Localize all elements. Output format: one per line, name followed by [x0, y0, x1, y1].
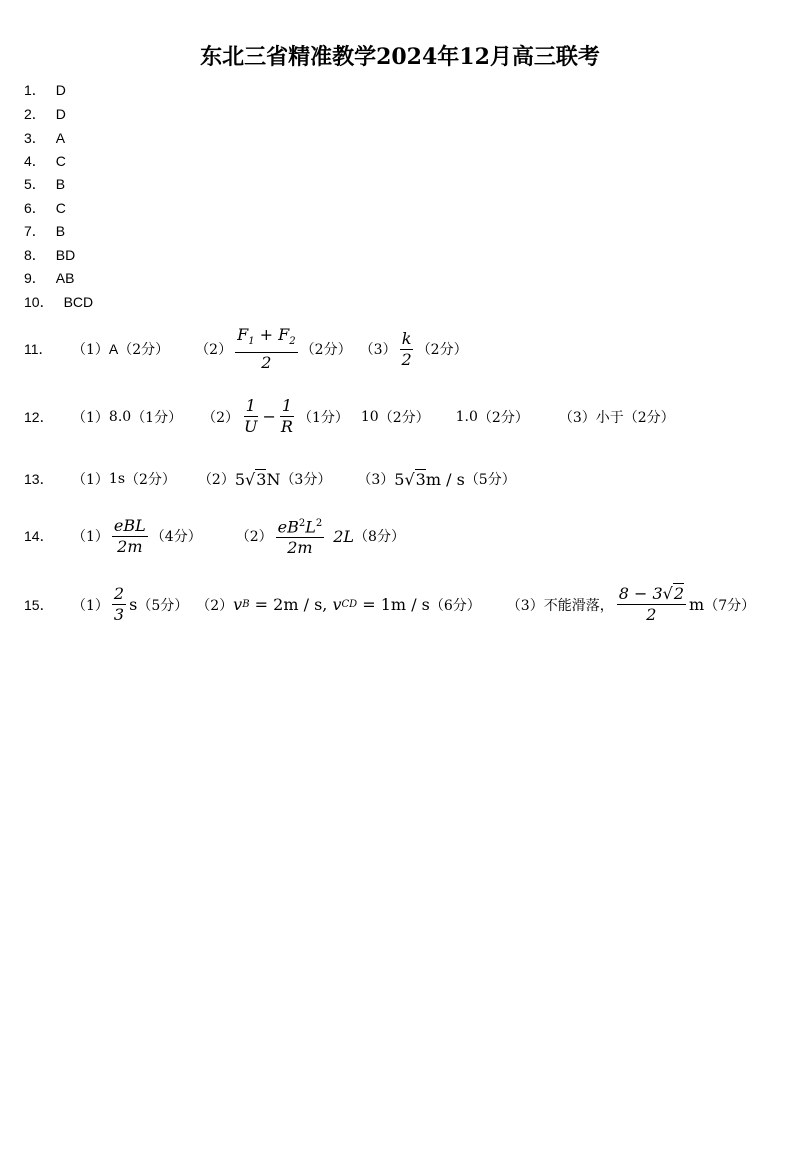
- question-12: [24, 397, 675, 436]
- part-answer: 小于: [595, 409, 624, 426]
- fraction: [112, 585, 126, 624]
- answer-item: [24, 82, 66, 98]
- answer-value: A: [55, 130, 66, 146]
- part-label: （3）: [359, 342, 397, 359]
- numerator-term: F: [278, 325, 290, 344]
- numerator-term: eB: [277, 517, 299, 537]
- part-score: （2分）: [477, 409, 529, 426]
- superscript: 2: [315, 518, 323, 529]
- superscript: 2: [298, 518, 306, 529]
- part-score: （5分）: [464, 472, 516, 488]
- subscript: CD: [341, 599, 358, 610]
- radicand: 2: [673, 584, 685, 603]
- part-label: （2）: [235, 529, 273, 546]
- part-label: （2）: [196, 597, 234, 614]
- unit: m / s: [425, 469, 465, 489]
- question-11: [24, 326, 468, 372]
- answer-num: 8．: [24, 247, 46, 263]
- answer-item: [24, 176, 65, 192]
- unit: s: [129, 595, 138, 614]
- fraction: $\frac{8 - 3√2}{2}$: [618, 584, 685, 624]
- answer-item: [24, 247, 75, 263]
- velocity-symbol: v: [332, 595, 342, 614]
- answer-item: [24, 106, 66, 122]
- part-answer: 10: [360, 408, 379, 425]
- part-score: （2分）: [118, 342, 170, 359]
- answer-item: [24, 270, 74, 286]
- subscript: 1: [248, 336, 255, 348]
- denominator: 2m: [287, 538, 313, 558]
- answer-value: C: [55, 200, 66, 216]
- part-label: （3）: [506, 597, 544, 614]
- coefficient: 5: [234, 469, 246, 489]
- radicand: 3: [415, 470, 426, 489]
- denominator: 2: [646, 605, 657, 624]
- part-score: （8分）: [354, 529, 405, 546]
- answer-value: BD: [55, 247, 76, 263]
- unit: N: [266, 469, 281, 489]
- part-score: （1分）: [131, 409, 183, 426]
- answer-value: B: [55, 223, 66, 239]
- part-answer: 不能滑落，: [543, 597, 614, 614]
- part-label: （2）: [195, 342, 233, 359]
- part-score: （3分）: [280, 472, 332, 488]
- denominator: U: [244, 417, 258, 436]
- minus-sign: −: [262, 407, 276, 426]
- answer-value: AB: [55, 270, 75, 286]
- part-score: （2分）: [416, 342, 468, 359]
- part-score: （4分）: [150, 529, 202, 546]
- question-num: 14．: [24, 528, 54, 545]
- subscript: B: [242, 599, 250, 610]
- fraction: [242, 397, 259, 436]
- question-num: 12．: [24, 408, 54, 425]
- answer-value: D: [55, 82, 66, 98]
- part-score: （6分）: [429, 597, 481, 614]
- question-num: 15．: [24, 596, 54, 613]
- part-answer: 2L: [333, 526, 355, 546]
- numerator: 1: [245, 396, 256, 415]
- part-label: （3）: [357, 472, 395, 488]
- numerator: k: [401, 328, 412, 348]
- answer-item: [24, 200, 66, 216]
- denominator: 2m: [117, 536, 143, 556]
- answer-item: [24, 153, 66, 169]
- question-15: [24, 585, 755, 624]
- answer-num: 4．: [24, 153, 46, 169]
- answer-item: [24, 130, 65, 146]
- part-label: （2）: [202, 409, 240, 426]
- numerator: eBL: [113, 515, 146, 535]
- part-score: （7分）: [704, 597, 756, 614]
- denominator: 2: [261, 353, 272, 373]
- part-answer: A: [108, 341, 119, 358]
- question-13: 13． （1） 1s （2分） （2） 5 √ 3 N （3分） （3） 5 √ 3 m / s （5分）: [24, 469, 516, 489]
- part-score: （1分）: [297, 409, 349, 426]
- part-label: （1）: [72, 472, 109, 488]
- part-label: （1）: [72, 409, 109, 426]
- part-label: （3）: [558, 409, 596, 426]
- part-answer: 1.0: [455, 408, 478, 425]
- radicand: 3: [256, 470, 267, 489]
- question-14: [24, 515, 405, 557]
- part-score: （2分）: [623, 409, 675, 426]
- fraction: [400, 330, 414, 369]
- part-label: （1）: [72, 597, 109, 614]
- part-label: （1）: [72, 342, 109, 359]
- equation-text: = 2m / s,: [249, 595, 333, 614]
- part-label: （2）: [197, 472, 235, 488]
- part-score: （2分）: [300, 342, 352, 359]
- denominator: 3: [113, 605, 125, 624]
- coefficient: 5: [394, 469, 405, 489]
- answer-num: 3．: [24, 130, 46, 146]
- answer-num: 10．: [24, 294, 54, 310]
- numerator-term: F: [237, 325, 249, 344]
- answer-num: 9．: [24, 270, 46, 286]
- numerator: 2: [113, 584, 125, 603]
- fraction: [112, 517, 148, 556]
- answer-num: 7．: [24, 223, 46, 239]
- answer-value: BCD: [63, 294, 94, 310]
- part-answer: 1s: [108, 471, 126, 487]
- part-score: （2分）: [125, 472, 176, 488]
- fraction: [276, 515, 325, 557]
- answer-value: D: [55, 106, 66, 122]
- subscript: 2: [289, 336, 296, 348]
- answer-item: [24, 223, 65, 239]
- plus-sign: +: [254, 325, 279, 344]
- answer-num: 6．: [24, 200, 46, 216]
- denominator: R: [280, 417, 293, 436]
- fraction: [235, 326, 298, 372]
- velocity-symbol: v: [233, 595, 243, 614]
- numerator-term: 8 − 3: [618, 584, 663, 603]
- page-title: 东北三省精准教学2024年12月高三联考: [200, 44, 600, 70]
- answer-num: 2．: [24, 106, 46, 122]
- answer-value: B: [55, 176, 66, 192]
- answer-num: 5．: [24, 176, 46, 192]
- part-label: （1）: [72, 529, 109, 546]
- unit: m: [689, 595, 705, 614]
- fraction: [279, 397, 295, 436]
- numerator-term: L: [305, 517, 316, 537]
- answer-item: [24, 294, 93, 310]
- denominator: 2: [401, 349, 412, 369]
- answer-num: 1．: [24, 82, 46, 98]
- part-answer: 8.0: [108, 408, 132, 425]
- part-score: （2分）: [378, 409, 430, 426]
- equation-text: = 1m / s: [357, 595, 430, 614]
- answer-value: C: [55, 153, 66, 169]
- question-num: 11．: [24, 341, 53, 358]
- numerator: 1: [281, 396, 293, 415]
- part-score: （5分）: [137, 597, 189, 614]
- question-num: 13．: [24, 471, 54, 487]
